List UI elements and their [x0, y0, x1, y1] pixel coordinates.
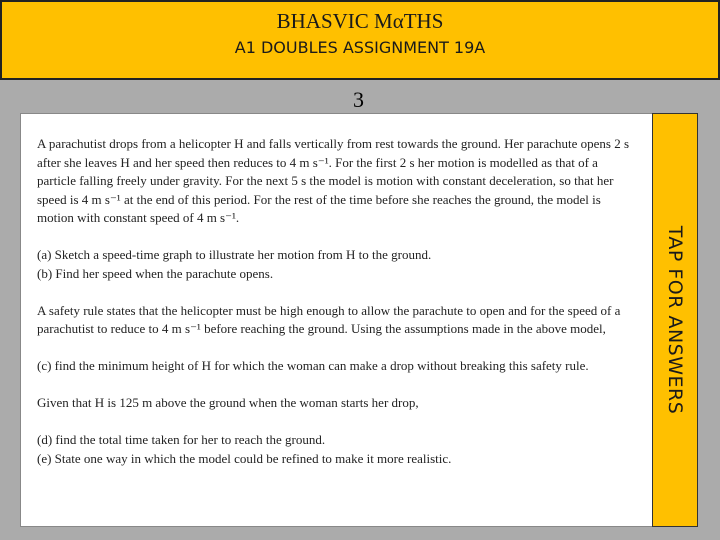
answers-button[interactable]	[652, 113, 698, 527]
question-part-e: (e) State one way in which the model could be refined to make it more realistic.	[37, 450, 452, 466]
question-text	[37, 135, 635, 468]
question-panel	[20, 113, 654, 527]
question-part-d: (d) find the total time taken for her to reach the ground.	[37, 432, 326, 447]
question-part-b: (b) Find her speed when the parachute opens.	[37, 265, 274, 281]
question-part-a: (a) Sketch a speed-time graph to illustrate her motion from H to the ground.	[37, 247, 432, 262]
question-part-c: (c) find the minimum height of H for which the woman can make a drop without breaking this safety rule.	[37, 358, 589, 373]
question-number: 3	[353, 87, 364, 112]
answers-button-label: TAP FOR ANSWERS	[664, 225, 686, 415]
safety-rule-text: A safety rule states that the helicopter must be high enough to allow the parachute to open and for the speed of a parachutist to reduce to 4 m s⁻¹ before reaching the ground. Using the assumptions made in the above model,	[37, 302, 621, 336]
header-subtitle: A1 DOUBLES ASSIGNMENT 19A	[234, 38, 486, 57]
question-intro: A parachutist drops from a helicopter H and falls vertically from rest towards the ground. Her parachute opens 2 s after she leaves H and her speed then reduces to 4 m s⁻¹. For the first 2 s her motion is modelled as that of a particle falling freely under gravity. For the next 5 s the model is motion with constant deceleration, so that her speed is 4 m s⁻¹ at the end of this period. For the rest of the time before she reaches the ground, the model is motion with constant speed of 4 m s⁻¹.	[37, 136, 630, 225]
header-title: BHASVIC MαTHS	[276, 9, 444, 33]
header-banner	[0, 0, 720, 80]
given-text: Given that H is 125 m above the ground when the woman starts her drop,	[37, 395, 419, 410]
